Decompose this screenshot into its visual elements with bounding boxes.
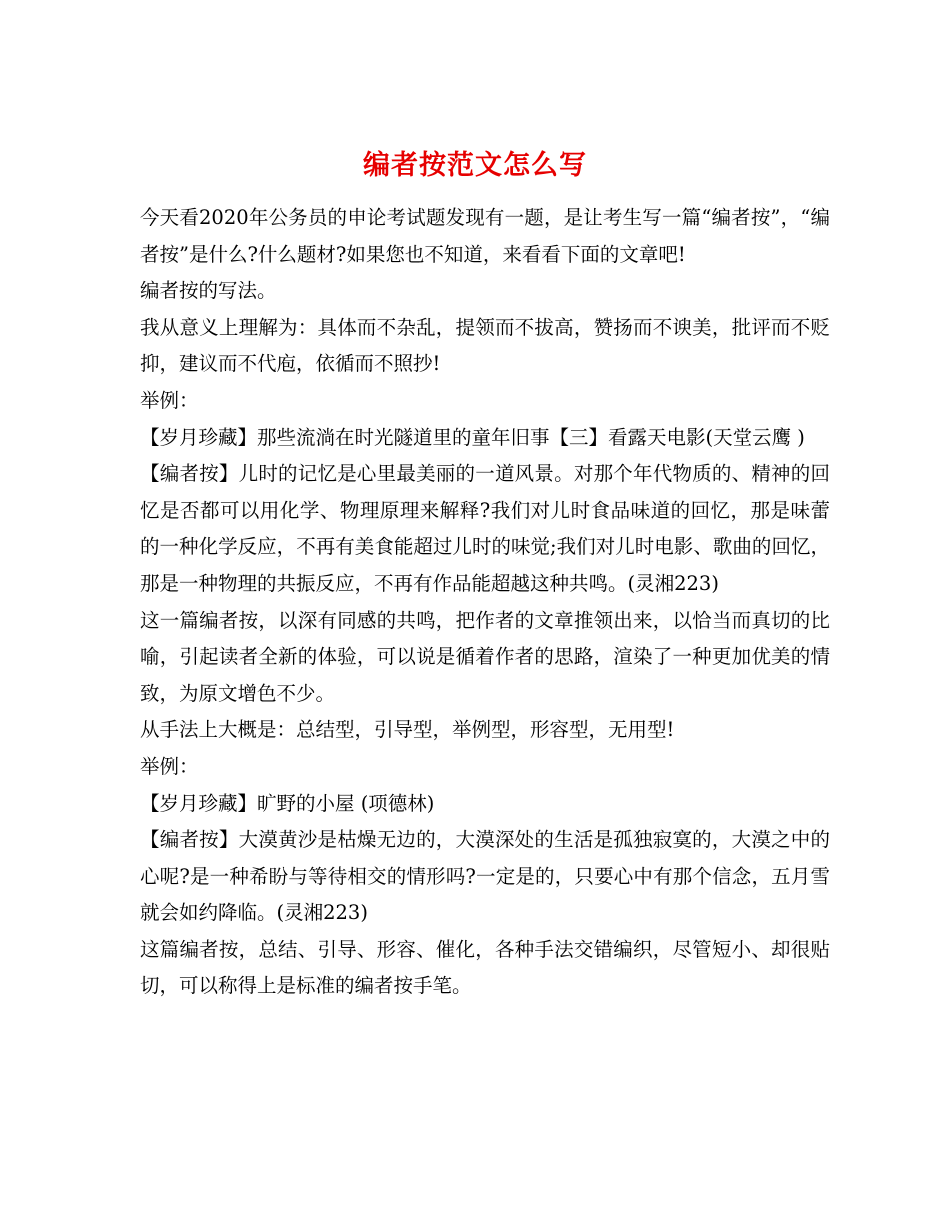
paragraph-example-label-1: 举例： — [140, 388, 199, 412]
paragraph-example-title-2: 【岁月珍藏】旷野的小屋 (项德林) — [140, 791, 435, 815]
paragraph-example-title-1: 【岁月珍藏】那些流淌在时光隧道里的童年旧事【三】看露天电影(天堂云鹰 ) — [140, 425, 805, 449]
paragraph-understanding: 我从意义上理解为：具体而不杂乱，提领而不拔高，赞扬而不谀美，批评而不贬抑，建议而不代庖，依循而不照抄! — [140, 315, 830, 376]
paragraph-editor-note-1: 【编者按】儿时的记忆是心里最美丽的一道风景。对那个年代物质的、精神的回忆是否都可以用化学、物理原理来解释?我们对儿时食品味道的回忆，那是味蕾的一种化学反应，不再有美食能超过儿时的味觉;我们对儿时电影、歌曲的回忆，那是一种物理的共振反应，不再有作品能超越这种共鸣。(灵湘223) — [140, 462, 830, 595]
paragraph-editor-note-2: 【编者按】大漠黄沙是枯燥无边的，大漠深处的生活是孤独寂寞的，大漠之中的心呢?是一种希盼与等待相交的情形吗?一定是的，只要心中有那个信念，五月雪就会如约降临。(灵湘223) — [140, 828, 830, 925]
paragraph-intro: 今天看2020年公务员的申论考试题发现有一题，是让考生写一篇“编者按”，“编者按”是什么?什么题材?如果您也不知道，来看看下面的文章吧! — [140, 206, 830, 266]
paragraph-method-heading: 编者按的写法。 — [140, 279, 277, 303]
paragraph-example-label-2: 举例： — [140, 754, 199, 778]
paragraph-commentary-2: 这篇编者按，总结、引导、形容、催化，各种手法交错编织，尽管短小、却很贴切，可以称得上是标准的编者按手笔。 — [140, 937, 830, 998]
paragraph-commentary-1: 这一篇编者按，以深有同感的共鸣，把作者的文章推领出来，以恰当而真切的比喻，引起读者全新的体验，可以说是循着作者的思路，渲染了一种更加优美的情致，为原文增色不少。 — [140, 608, 830, 705]
document-body — [140, 200, 830, 1005]
paragraph-techniques: 从手法上大概是：总结型，引导型，举例型，形容型，无用型! — [140, 718, 675, 742]
document-title: 编者按范文怎么写 — [363, 150, 587, 182]
